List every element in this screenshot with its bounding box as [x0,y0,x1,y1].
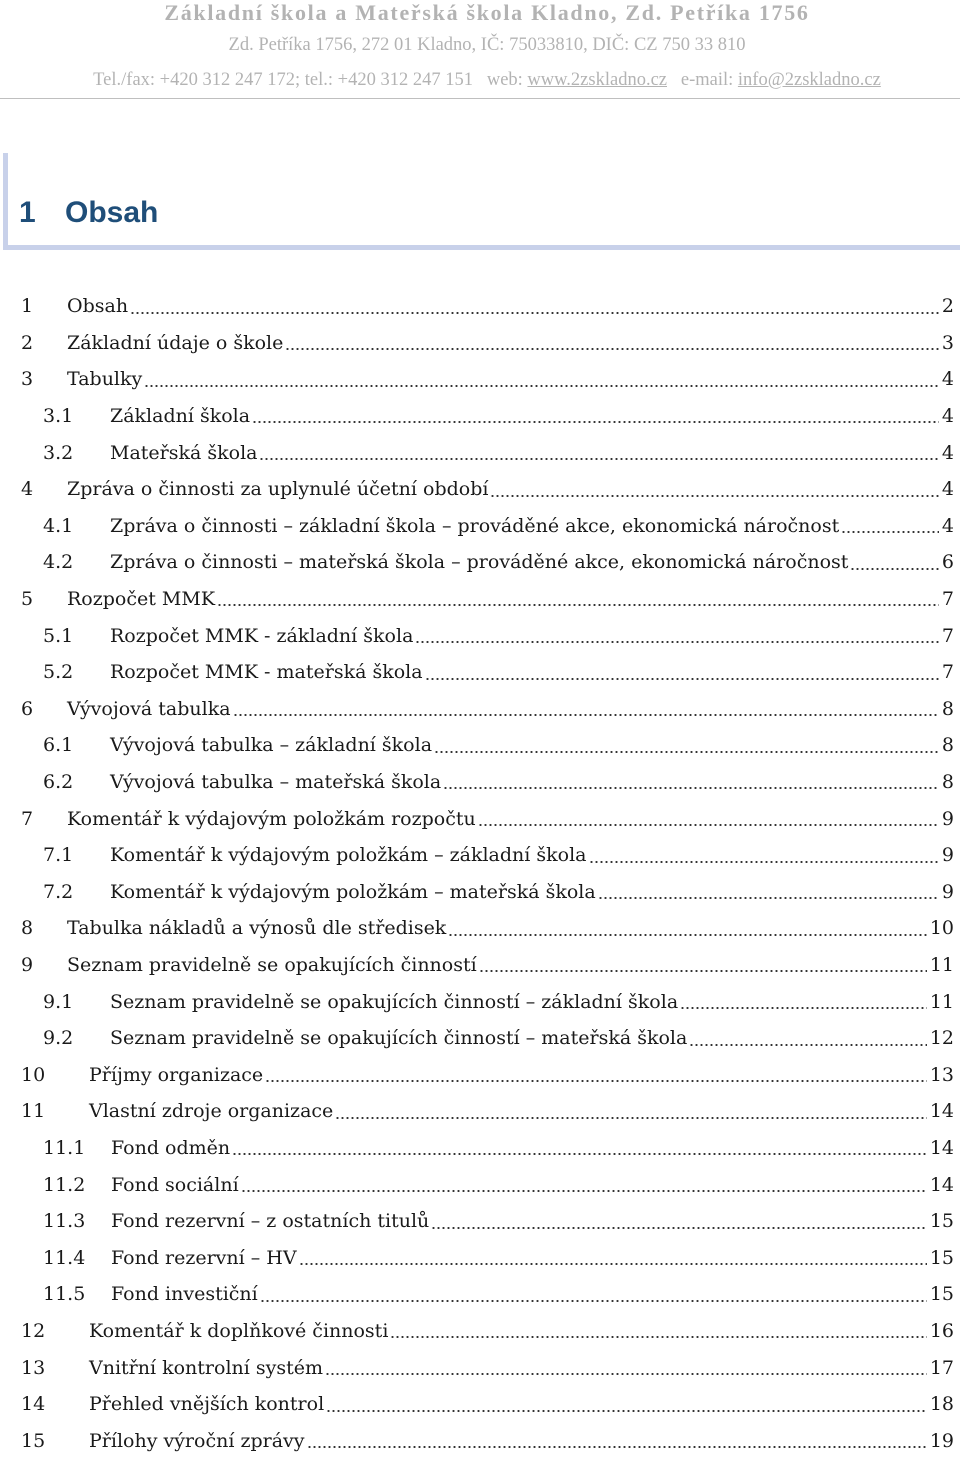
email-label: e-mail: [680,70,734,90]
toc-entry[interactable] [0,1203,960,1240]
toc-entry-page: 8 [941,697,954,720]
toc-dot-leader [490,487,938,498]
toc-entry-page: 2 [941,295,954,318]
toc-entry-page: 4 [941,441,954,464]
toc-dot-leader [589,853,939,864]
toc-entry-number: 6 [21,697,34,720]
heading-left-border [3,153,8,250]
toc-entry-page: 10 [929,917,954,940]
toc-dot-leader [431,1219,927,1230]
toc-entry-title: Obsah [67,295,129,318]
toc-entry[interactable] [0,874,960,911]
toc-entry-number: 7 [21,807,34,830]
toc-dot-leader [326,1402,927,1413]
toc-entry-title: Komentář k výdajovým položkám – mateřská škola [110,880,596,903]
school-address: Zd. Petříka 1756, 272 01 Kladno, IČ: 75033810, DIČ: CZ 750 33 810 [228,35,746,55]
section-heading [0,153,960,253]
toc-entry-title: Základní škola [110,405,251,428]
toc-entry[interactable] [0,837,960,874]
toc-entry-page: 4 [941,514,954,537]
toc-entry-number: 15 [21,1429,46,1452]
toc-entry-number: 7.1 [43,844,74,867]
letterhead-divider [0,98,960,99]
toc-entry-title: Komentář k výdajovým položkám rozpočtu [67,807,476,830]
toc-entry[interactable] [0,1313,960,1350]
web-link[interactable]: www.2zskladno.cz [527,70,667,90]
toc-entry-number: 2 [21,331,34,354]
toc-dot-leader [144,377,939,388]
toc-dot-leader [443,779,939,790]
toc-entry-number: 11.4 [43,1246,86,1269]
toc-entry-title: Fond odměn [111,1137,231,1160]
toc-entry-title: Zpráva o činnosti – mateřská škola – prováděné akce, ekonomická náročnost [110,551,849,574]
toc-entry-title: Příjmy organizace [89,1063,264,1086]
toc-entry-number: 11.3 [43,1210,86,1233]
toc-dot-leader [217,596,939,607]
toc-dot-leader [680,999,927,1010]
toc-entry[interactable] [0,654,960,691]
toc-entry-page: 15 [929,1246,954,1269]
toc-entry[interactable] [0,1093,960,1130]
toc-entry[interactable] [0,544,960,581]
toc-dot-leader [425,670,939,681]
toc-entry-number: 11.2 [43,1173,86,1196]
toc-dot-leader [325,1365,927,1376]
toc-entry-number: 9.2 [43,1027,74,1050]
web-label: web: [486,70,523,90]
toc-entry-number: 5 [21,588,34,611]
toc-entry[interactable] [0,983,960,1020]
toc-entry-title: Rozpočet MMK - základní škola [110,624,414,647]
toc-dot-leader [299,1255,927,1266]
toc-entry-page: 9 [941,880,954,903]
toc-entry-number: 4 [21,478,34,501]
toc-entry[interactable] [0,288,960,325]
toc-entry-number: 14 [21,1393,46,1416]
toc-entry-title: Rozpočet MMK - mateřská škola [110,661,423,684]
page-title [19,193,158,233]
toc-dot-leader [241,1182,927,1193]
toc-entry[interactable] [0,1130,960,1167]
toc-entry-title: Tabulky [67,368,143,391]
toc-entry-number: 9.1 [43,990,74,1013]
toc-entry-page: 6 [941,551,954,574]
toc-entry-title: Fond sociální [111,1173,239,1196]
toc-dot-leader [285,340,939,351]
toc-entry[interactable] [0,361,960,398]
heading-number: 1 [19,196,36,229]
toc-entry-number: 6.2 [43,771,74,794]
toc-entry-title: Vývojová tabulka – mateřská škola [110,771,442,794]
toc-entry[interactable] [0,434,960,471]
toc-dot-leader [434,743,939,754]
toc-entry-number: 7.2 [43,880,74,903]
toc-entry-page: 18 [929,1393,954,1416]
toc-entry[interactable] [0,1423,960,1460]
toc-entry-page: 4 [941,478,954,501]
toc-entry[interactable] [0,1020,960,1057]
toc-entry-title: Fond rezervní – z ostatních titulů [111,1210,430,1233]
toc-dot-leader [265,1072,927,1083]
toc-entry[interactable] [0,581,960,618]
toc-entry-title: Seznam pravidelně se opakujících činností – mateřská škola [110,1027,688,1050]
toc-entry[interactable] [0,398,960,435]
toc-entry[interactable] [0,1386,960,1423]
toc-entry-title: Fond rezervní – HV [111,1246,297,1269]
toc-entry-page: 8 [941,771,954,794]
toc-entry-title: Komentář k doplňkové činnosti [89,1320,389,1343]
toc-dot-leader [390,1328,926,1339]
toc-entry-title: Komentář k výdajovým položkám – základní škola [110,844,587,867]
toc-entry-number: 11 [21,1100,46,1123]
toc-entry-page: 15 [929,1283,954,1306]
toc-entry[interactable] [0,764,960,801]
toc-entry[interactable] [0,691,960,728]
toc-entry-number: 9 [21,954,34,977]
toc-entry-number: 8 [21,917,34,940]
toc-entry[interactable] [0,910,960,947]
toc-entry-page: 15 [929,1210,954,1233]
toc-entry[interactable] [0,947,960,984]
phone-numbers: Tel./fax: +420 312 247 172; tel.: +420 312 247 151 [93,70,473,90]
toc-dot-leader [130,304,939,315]
toc-entry-title: Zpráva o činnosti – základní škola – prováděné akce, ekonomická náročnost [110,514,840,537]
toc-dot-leader [415,633,939,644]
school-name: Základní škola a Mateřská škola Kladno, Zd. Petříka 1756 [164,0,810,25]
toc-dot-leader [841,523,939,534]
toc-entry[interactable] [0,800,960,837]
toc-entry[interactable] [0,1276,960,1313]
toc-entry-number: 4.1 [43,514,74,537]
toc-entry-number: 10 [21,1063,46,1086]
toc-dot-leader [850,560,939,571]
toc-dot-leader [478,816,939,827]
toc-entry[interactable] [0,471,960,508]
toc-entry-number: 3 [21,368,34,391]
toc-entry-page: 14 [929,1100,954,1123]
toc-entry-title: Seznam pravidelně se opakujících činností – základní škola [110,990,679,1013]
toc-entry-page: 16 [929,1320,954,1343]
toc-entry-title: Tabulka nákladů a výnosů dle středisek [67,917,447,940]
email-link[interactable]: info@2zskladno.cz [737,70,881,90]
toc-dot-leader [598,889,939,900]
toc-entry-number: 5.2 [43,661,74,684]
toc-entry-title: Vnitřní kontrolní systém [89,1356,324,1379]
letterhead [0,0,960,98]
toc-entry-number: 4.2 [43,551,74,574]
toc-entry-title: Fond investiční [111,1283,258,1306]
toc-entry[interactable] [0,1240,960,1277]
toc-dot-leader [252,413,939,424]
heading-text: Obsah [65,196,159,229]
toc-dot-leader [233,706,939,717]
toc-entry-title: Přehled vnějších kontrol [89,1393,325,1416]
toc-dot-leader [335,1109,927,1120]
heading-bottom-border [3,245,960,250]
toc-entry-number: 1 [21,295,34,318]
toc-entry-page: 17 [929,1356,954,1379]
toc-entry-title: Základní údaje o škole [67,331,284,354]
toc-entry-number: 3.1 [43,405,74,428]
toc-entry[interactable] [0,1057,960,1094]
toc-entry-page: 8 [941,734,954,757]
toc-entry[interactable] [0,1166,960,1203]
toc-entry-page: 13 [929,1063,954,1086]
toc-entry-title: Vlastní zdroje organizace [89,1100,334,1123]
toc-entry-title: Rozpočet MMK [67,588,216,611]
toc-entry-page: 9 [941,844,954,867]
toc-dot-leader [307,1438,927,1449]
toc-entry-page: 7 [941,624,954,647]
toc-entry-number: 13 [21,1356,46,1379]
toc-entry-number: 11.1 [43,1137,86,1160]
toc-dot-leader [479,962,927,973]
toc-entry-number: 12 [21,1320,46,1343]
toc-entry-page: 12 [929,1027,954,1050]
toc-entry-page: 7 [941,588,954,611]
toc-entry-number: 5.1 [43,624,74,647]
toc-dot-leader [448,926,926,937]
toc-entry-page: 7 [941,661,954,684]
toc-entry[interactable] [0,727,960,764]
toc-entry-number: 6.1 [43,734,74,757]
toc-entry[interactable] [0,617,960,654]
toc-entry-page: 4 [941,368,954,391]
toc-entry-page: 14 [929,1137,954,1160]
toc-entry-page: 4 [941,405,954,428]
toc-dot-leader [689,1036,927,1047]
toc-entry-title: Seznam pravidelně se opakujících činností [67,954,477,977]
toc-dot-leader [259,450,938,461]
toc-entry-page: 9 [941,807,954,830]
school-contact [0,68,960,92]
toc-entry-page: 11 [929,954,954,977]
toc-entry-title: Vývojová tabulka [67,697,231,720]
toc-entry-title: Přílohy výroční zprávy [89,1429,305,1452]
toc-entry-page: 14 [929,1173,954,1196]
toc-entry-title: Zpráva o činnosti za uplynulé účetní období [67,478,489,501]
toc-entry[interactable] [0,325,960,362]
toc-entry-number: 11.5 [43,1283,86,1306]
toc-entry-title: Mateřská škola [110,441,258,464]
toc-dot-leader [260,1292,927,1303]
toc-entry[interactable] [0,508,960,545]
toc-entry-title: Vývojová tabulka – základní škola [110,734,433,757]
toc-entry-page: 3 [941,331,954,354]
toc-entry-page: 19 [929,1429,954,1452]
toc-entry-number: 3.2 [43,441,74,464]
toc-dot-leader [232,1145,927,1156]
toc-entry-page: 11 [929,990,954,1013]
toc-entry[interactable] [0,1349,960,1386]
